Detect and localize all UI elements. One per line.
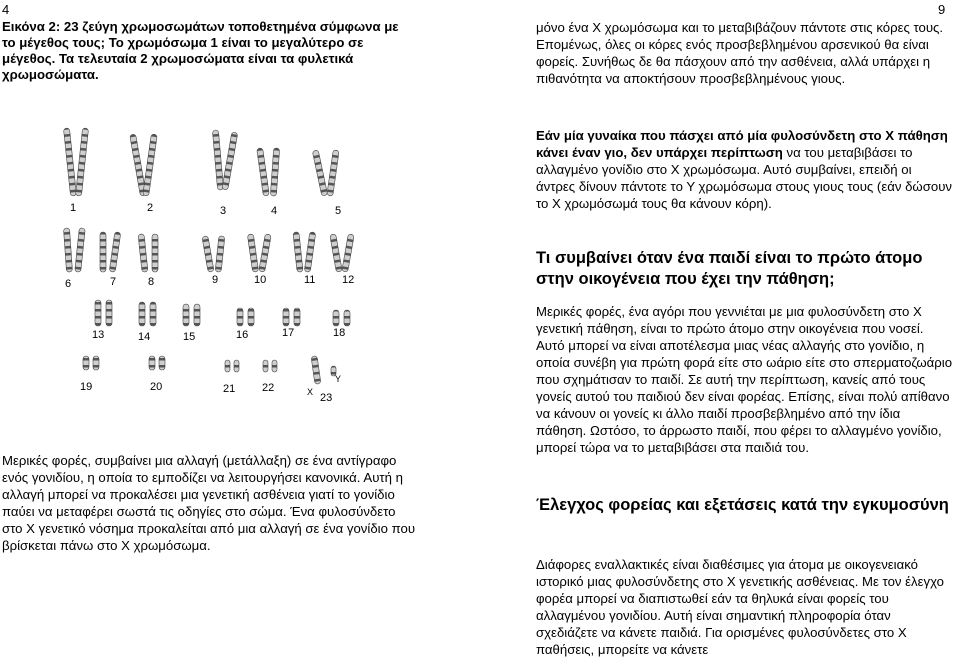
right-paragraph-4: Διάφορες εναλλακτικές είναι διαθέσιμες για άτομα με οικογενειακό ιστορικό μιας φυλοσύνδετης στο Χ γενετικής ασθένειας. Με τον έλεγχο φορέα μπορεί να διαπιστωθεί εάν τα θηλυκά είναι φορείς του αλλαγμένου γονιδίου. Αυτή είναι σημαντική πληροφορία όταν σχεδιάζετε να κάνετε παιδιά. Για ορισμένες φυλοσύνδετες στο Χ παθήσεις, μπορείτε να κάνετε [536,557,945,657]
chromosome-label: 6 [65,278,72,290]
chromosome-label: 19 [80,381,93,393]
chromosome-label: 11 [304,274,316,286]
chromosome-label: 20 [150,381,163,393]
chromosome-label: 10 [254,274,267,286]
right-paragraph-2 [536,127,954,212]
section-heading-carrier-testing: Έλεγχος φορείας και εξετάσεις κατά την εγκυμοσύνη [536,496,949,514]
chromosome-label: 3 [220,205,227,217]
chromosome-label: 2 [147,202,154,214]
chromosome-label: 12 [342,274,355,286]
chromosome-label: 9 [212,274,219,286]
chromosome-label: 14 [138,331,151,343]
chromosome-label: 8 [148,276,155,288]
chromosome-label: 17 [282,327,295,339]
chromosome-label: 23 [320,392,333,404]
chromosome-label-x: X [307,387,314,397]
chromosome-label: 7 [110,276,117,288]
page-number-left: 4 [2,2,10,17]
chromosome-label: 1 [70,202,77,214]
chromosome-label: 18 [333,327,346,339]
paragraph-2-bold: Εάν μία γυναίκα που πάσχει από μία φυλοσύνδετη στο Χ πάθηση κάνει έναν γιο, δεν υπάρχει περίπτωση [536,128,948,160]
chromosome-label: 5 [335,205,342,217]
chromosome-label: 4 [271,205,278,217]
karyotype-figure [55,120,380,410]
chromosome-label: 13 [92,329,105,341]
chromosome-label-y: Y [335,374,342,384]
left-body-text: Μερικές φορές, συμβαίνει μια αλλαγή (μετάλλαξη) σε ένα αντίγραφο ενός γονιδίου, η οποία το εμποδίζει να λειτουργήσει κανονικά. Αυτή η αλλαγή μπορεί να προκαλέσει μια γενετική ασθένεια γιατί το γονίδιο παύει να μεταφέρει σωστά τις οδηγίες στο σώμα. Ένα φυλοσύνδετο στο Χ γενετικό νόσημα προκαλείται από μια αλλαγή σε ένα γονίδιο που βρίσκεται πάνω στο Χ χρωμόσωμα. [2,453,416,553]
section-heading-first-person: Τι συμβαίνει όταν ένα παιδί είναι το πρώτο άτομο στην οικογένεια που έχει την πάθηση; [536,249,923,288]
right-top-paragraph: μόνο ένα Χ χρωμόσωμα και το μεταβιβάζουν πάντοτε στις κόρες τους. Επομένως, όλες οι κόρες ενός προσβεβλημένου αρσενικού θα είναι φορείς. Συνήθως δε θα πάσχουν από την ασθένεια, αλλά υπάρχει η πιθανότητα να αποκτήσουν προσβεβλημένους γιους. [536,20,944,86]
paragraph-2-rest: να του μεταβιβάσει το αλλαγμένο γονίδιο στο Χ χρωμόσωμα. Αυτό συμβαίνει, επειδή οι άντρες δίνουν πάντοτε το Υ χρωμόσωμα στους γιους τους (εάν δώσουν το Χ χρωμόσωμά τους θα κάνουν κόρη). [536,145,952,211]
chromosome-label: 22 [262,382,275,394]
page-number-right: 9 [938,2,946,17]
chromosome-label: 15 [183,331,196,343]
figure-caption: Εικόνα 2: 23 ζεύγη χρωμοσωμάτων τοποθετημένα σύμφωνα με το μέγεθος τους; Το χρωμόσωμα 1 είναι το μεγαλύτερο σε μέγεθος. Τα τελευταία 2 χρωμοσώματα είναι τα φυλετικά χρωμοσώματα. [2,19,399,82]
right-paragraph-3: Μερικές φορές, ένα αγόρι που γεννιέται με μια φυλοσύνδετη στο Χ γενετική πάθηση, είναι το πρώτο άτομο στην οικογένεια που νοσεί. Αυτό μπορεί να είναι αποτέλεσμα μιας νέας αλλαγής στο γονίδιο, η οποία συνέβη για πρώτη φορά είτε στο ωάριο είτε στο σπερματοζωάριο που σχημάτισαν το παιδί. Σε αυτή την περίπτωση, κανείς από τους γονείς αυτού του παιδιού δεν είναι φορέας. Επίσης, είναι πολύ απίθανο να κάνουν οι γονείς κι άλλο παιδί προσβεβλημένο από την ίδια πάθηση. Ωστόσο, το άρρωστο παιδί, που φέρει το αλλαγμένο γονίδιο, μπορεί τώρα να το μεταβιβάσει στα παιδιά του. [536,304,953,455]
chromosome-label: 21 [223,383,236,395]
chromosome-label: 16 [236,329,249,341]
